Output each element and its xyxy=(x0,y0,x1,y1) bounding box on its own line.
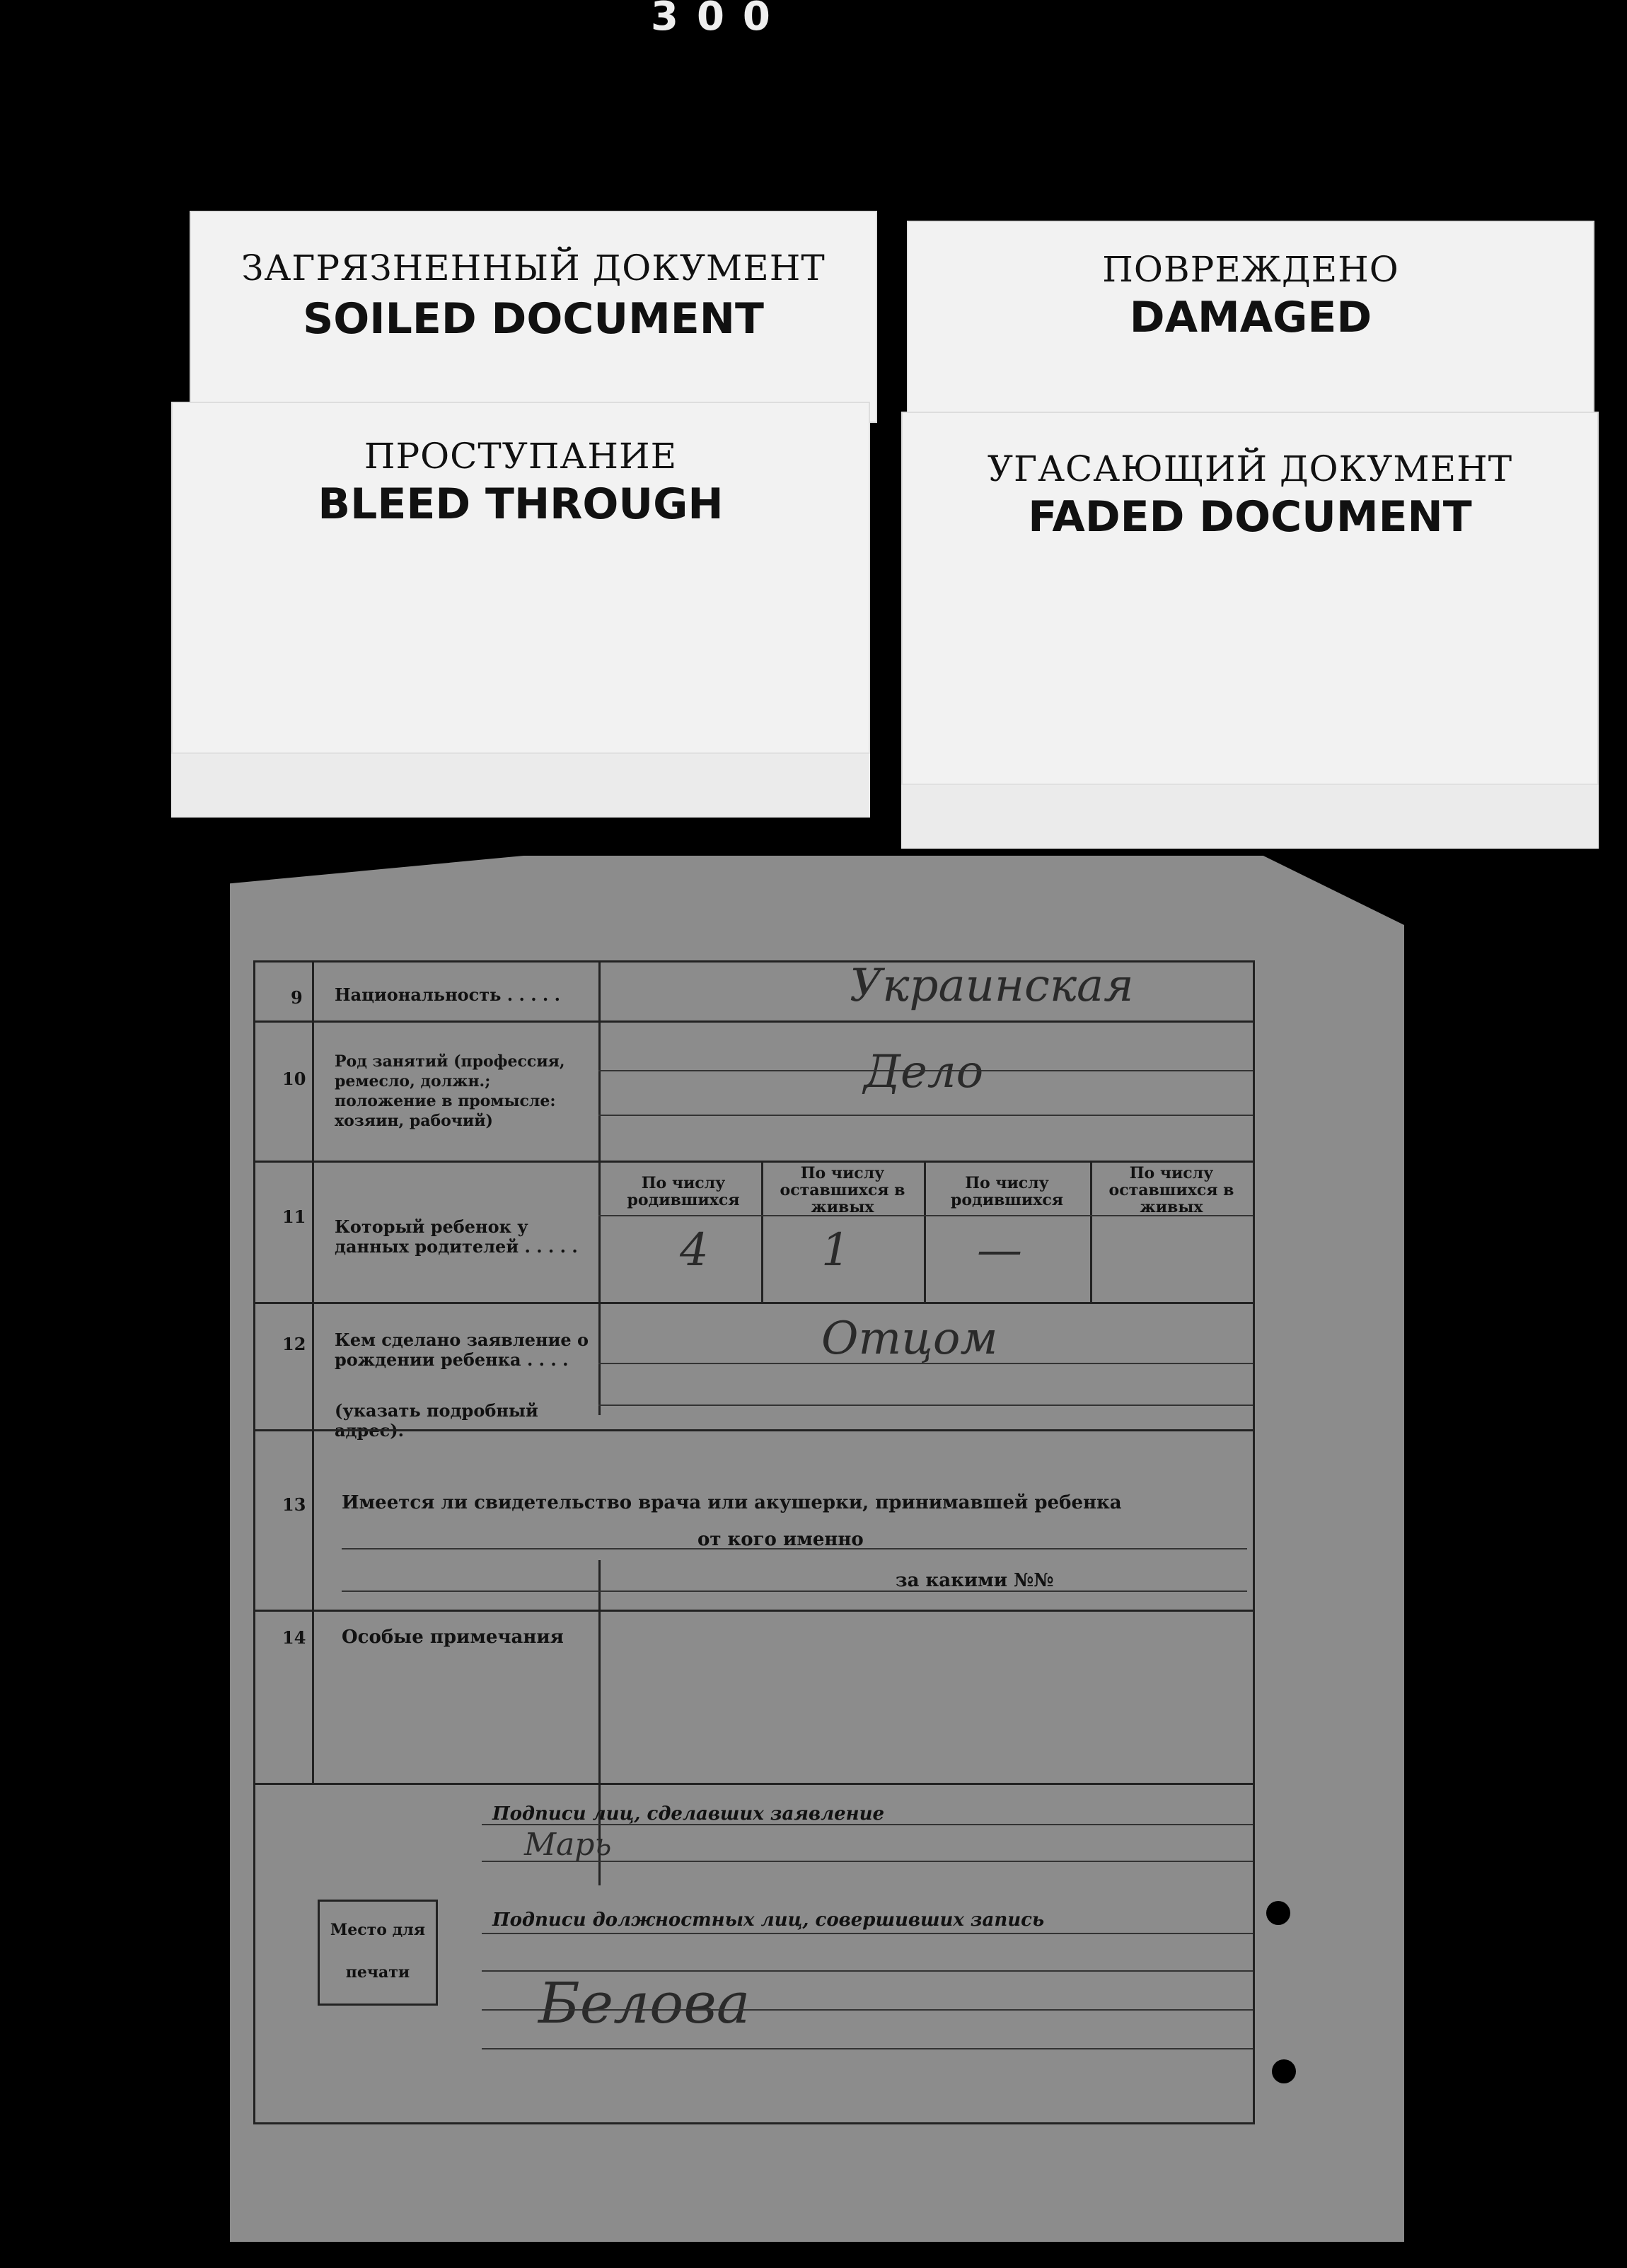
row-10-value: Дело xyxy=(864,1046,984,1098)
row-13-number: 13 xyxy=(282,1494,306,1515)
faded-label-ru: УГАСАЮЩИЙ ДОКУМЕНТ xyxy=(987,448,1513,489)
row-13-numbers: за какими №№ xyxy=(896,1570,1054,1591)
row-12-number: 12 xyxy=(282,1334,306,1354)
bleed-label-en: BLEED THROUGH xyxy=(318,479,724,529)
row-9-value: Украинская xyxy=(850,960,1134,1012)
punch-hole xyxy=(1272,2059,1296,2083)
alive-count-1: 1 xyxy=(821,1224,850,1277)
registration-form xyxy=(253,960,1255,2124)
row-13-label: Имеется ли свидетельство врача или акушерки, принимавшей ребенка xyxy=(342,1492,1122,1513)
damaged-label-en: DAMAGED xyxy=(1129,293,1372,342)
stamp-place: Место для печати xyxy=(318,1900,438,2006)
row-12-value: Отцом xyxy=(821,1313,998,1365)
faded-document-card xyxy=(901,412,1599,849)
card-band xyxy=(171,752,870,818)
applicant-signatures-label: Подписи лиц, сделавших заявление xyxy=(492,1803,885,1825)
row-10-number: 10 xyxy=(282,1069,306,1089)
bleed-label-ru: ПРОСТУПАНИЕ xyxy=(364,436,678,477)
damaged-document-card xyxy=(907,221,1594,426)
row-11-label: Который ребенок у данных родителей . . . . . xyxy=(335,1216,578,1257)
row-14-number: 14 xyxy=(282,1627,306,1648)
damaged-label-ru: ПОВРЕЖДЕНО xyxy=(1102,249,1399,290)
born-count-1: 4 xyxy=(680,1224,709,1277)
row-13-from-whom: от кого именно xyxy=(697,1529,864,1550)
col-alive-2: По числу оставшихся в живых xyxy=(1108,1164,1234,1216)
soiled-label-en: SOILED DOCUMENT xyxy=(303,294,764,344)
born-count-2: — xyxy=(977,1224,1022,1277)
archive-page-number: 300 xyxy=(651,0,789,34)
row-14-label: Особые примечания xyxy=(342,1627,564,1648)
row-9-label: Национальность . . . . . xyxy=(335,984,560,1005)
row-12-sublabel: (указать подробный адрес). xyxy=(335,1400,538,1441)
row-10-label: Род занятий (профессия, ремесло, должн.; положение в промысле: хозяин, рабочий) xyxy=(335,1052,565,1130)
official-signatures-label: Подписи должностных лиц, совершивших запись xyxy=(492,1909,1045,1931)
soiled-label-ru: ЗАГРЯЗНЕННЫЙ ДОКУМЕНТ xyxy=(241,248,826,289)
faded-label-en: FADED DOCUMENT xyxy=(1028,492,1472,542)
official-signature: Белова xyxy=(538,1970,751,2036)
row-9-number: 9 xyxy=(291,987,303,1008)
row-12-label: Кем сделано заявление о рождении ребенка . . . . xyxy=(335,1330,589,1370)
card-band xyxy=(901,784,1599,849)
col-alive-1: По числу оставшихся в живых xyxy=(780,1164,905,1216)
col-born-2: По числу родившихся xyxy=(950,1174,1064,1209)
soiled-document-card xyxy=(190,211,877,423)
row-11-number: 11 xyxy=(282,1206,306,1227)
col-born-1: По числу родившихся xyxy=(627,1174,740,1209)
applicant-signature: Марь xyxy=(524,1827,612,1863)
bleed-through-card xyxy=(171,402,870,818)
punch-hole xyxy=(1266,1901,1290,1925)
